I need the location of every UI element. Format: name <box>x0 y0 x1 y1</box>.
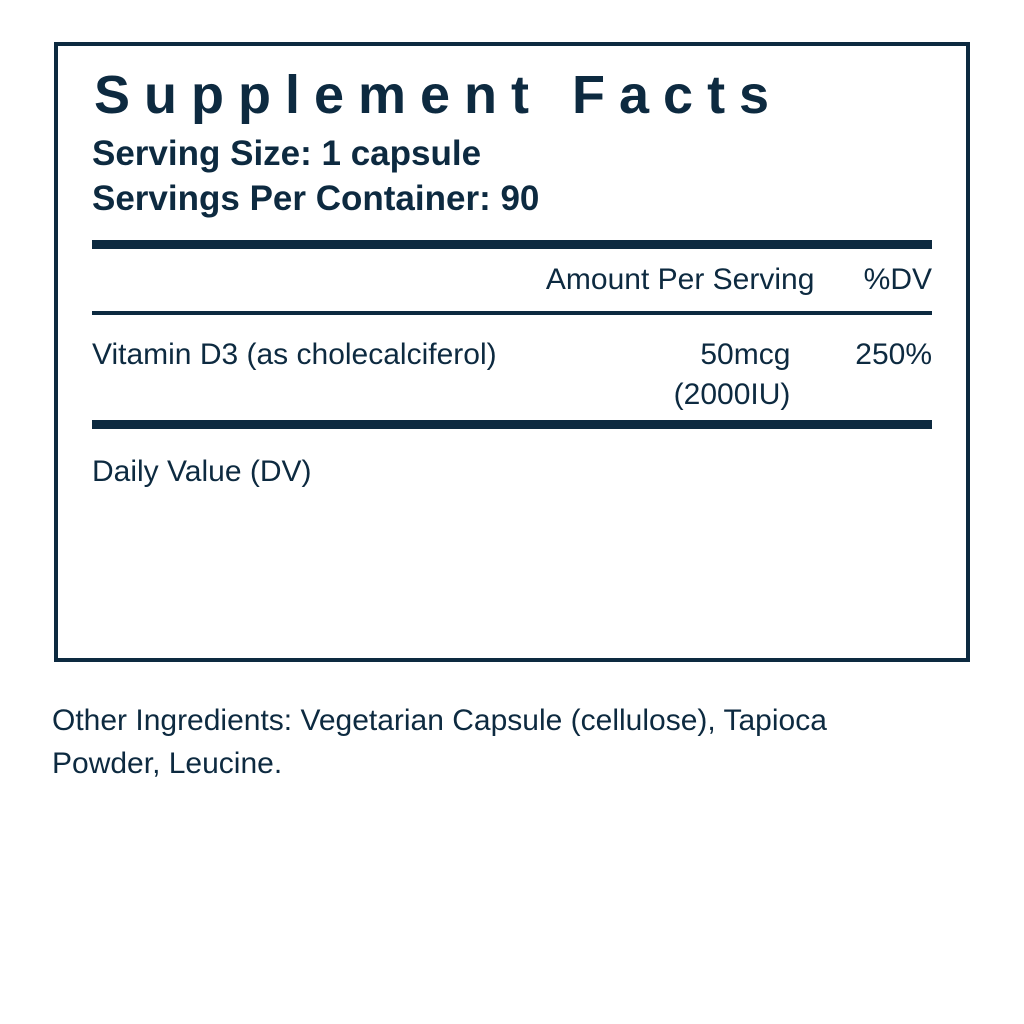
nutrient-amount-secondary: (2000IU) <box>673 378 791 412</box>
divider-thick-bottom <box>92 420 932 429</box>
header-amount-per-serving: Amount Per Serving <box>545 262 815 296</box>
daily-value-footnote: Daily Value (DV) <box>92 454 312 488</box>
table-row <box>92 315 932 420</box>
nutrition-table <box>92 249 932 311</box>
servings-per-container-line: Servings Per Container: 90 <box>92 178 540 218</box>
header-percent-dv: %DV <box>863 262 932 296</box>
panel-content <box>92 64 932 489</box>
table-header-row <box>92 249 932 311</box>
serving-size-line: Serving Size: 1 capsule <box>92 134 482 174</box>
nutrition-body <box>92 315 932 420</box>
other-ingredients-text: Other Ingredients: Vegetarian Capsule (cellulose), Tapioca Powder, Leucine. <box>52 704 827 780</box>
header-nutrient <box>92 249 537 311</box>
nutrient-name: Vitamin D3 (as cholecalciferol) <box>92 337 497 371</box>
panel-title: Supplement Facts <box>94 65 784 125</box>
divider-thick-top <box>92 240 932 249</box>
nutrient-amount-cell <box>537 315 814 420</box>
supplement-facts-panel <box>54 42 970 662</box>
nutrient-amount: 50mcg <box>700 337 791 371</box>
nutrient-percent-dv: 250% <box>855 337 932 371</box>
